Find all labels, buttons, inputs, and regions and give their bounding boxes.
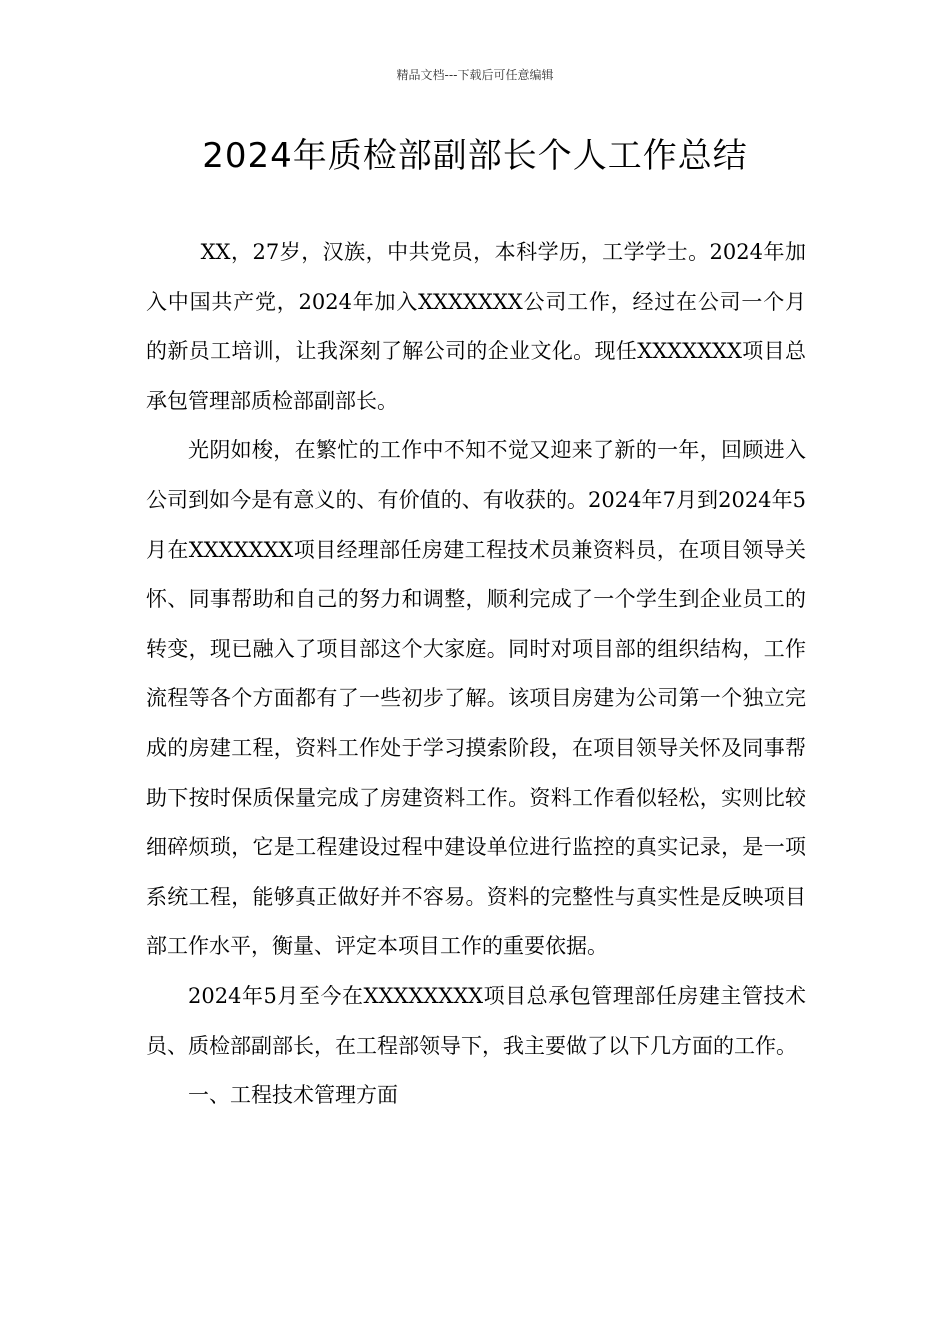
paragraph-current-role: 2024年5月至今在XXXXXXXX项目总承包管理部任房建主管技术员、质检部副部长，在工程部领导下，我主要做了以下几方面的工作。 <box>146 983 806 1058</box>
document-body <box>146 228 806 1121</box>
section-heading: 一、工程技术管理方面 <box>188 1083 398 1108</box>
paragraph-intro: XX，27岁，汉族，中共党员，本科学历，工学学士。2024年加入中国共产党，2024年加入XXXXXXX公司工作，经过在公司一个月的新员工培训，让我深刻了解公司的企业文化。现任XXXXXXX项目总承包管理部质检部副部长。 <box>146 240 806 413</box>
header-note: 精品文档---下载后可任意编辑 <box>396 68 554 82</box>
paragraph-review: 光阴如梭，在繁忙的工作中不知不觉又迎来了新的一年，回顾进入公司到如今是有意义的、有价值的、有收获的。2024年7月到2024年5月在XXXXXXX项目经理部任房建工程技术员兼资料员，在项目领导关怀、同事帮助和自己的努力和调整，顺利完成了一个学生到企业员工的转变，现已融入了项目部这个大家庭。同时对项目部的组织结构，工作流程等各个方面都有了一些初步了解。该项目房建为公司第一个独立完成的房建工程，资料工作处于学习摸索阶段，在项目领导关怀及同事帮助下按时保质保量完成了房建资料工作。资料工作看似轻松，实则比较细碎烦琐，它是工程建设过程中建设单位进行监控的真实记录，是一项系统工程，能够真正做好并不容易。资料的完整性与真实性是反映项目部工作水平，衡量、评定本项目工作的重要依据。 <box>146 438 806 959</box>
document-title: 2024年质检部副部长个人工作总结 <box>202 136 748 176</box>
